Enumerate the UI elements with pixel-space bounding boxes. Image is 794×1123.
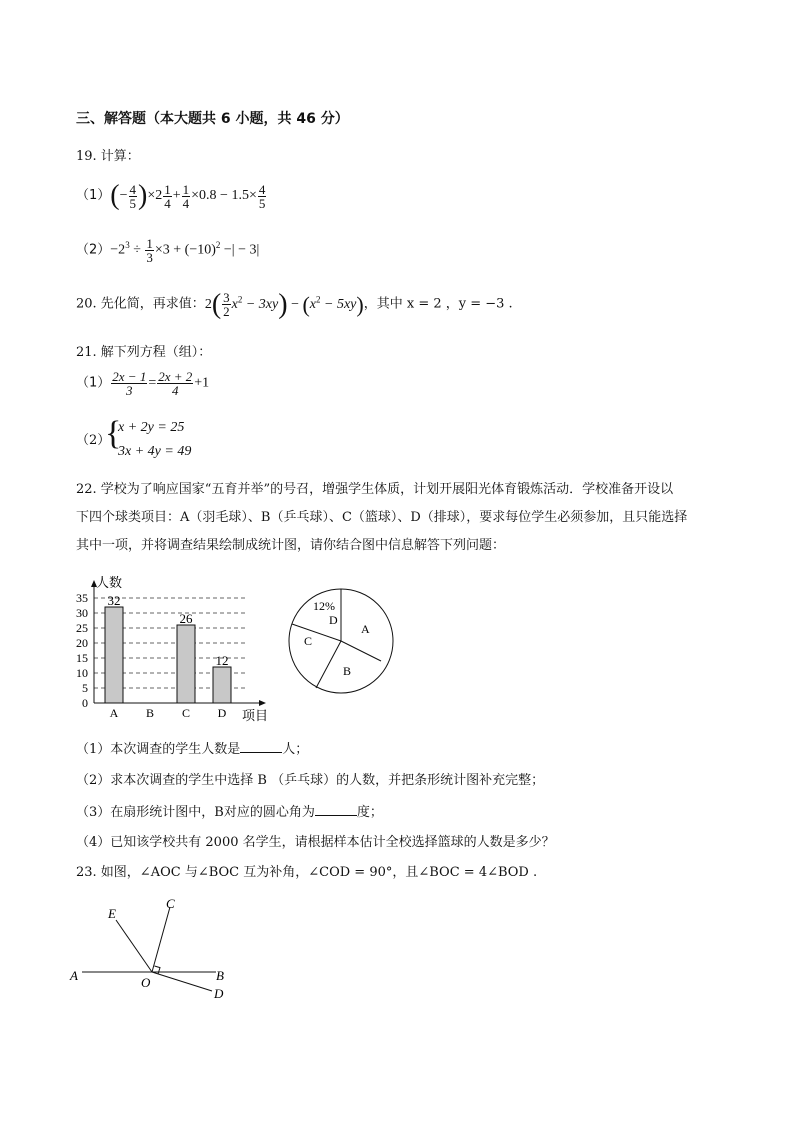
q20: 20. 先化简，再求值：2( $\frac{3}{2}$ $x^2 - 3xy) - (x^2 - 5xy)$，其中 x = 2 ，y = −3 . [76,288,513,320]
bar-data-label: 32 [107,593,121,608]
bar [177,625,195,703]
label-b: B [216,968,224,983]
q19-p2-label: （2） [76,242,111,258]
section-title: 三、解答题（本大题共 6 小题，共 46 分） [76,111,349,127]
y-tick-label: 15 [76,651,88,665]
pie-label-b: B [343,664,352,678]
bar-chart [70,572,280,727]
pie-label-d: D [329,613,338,627]
x-category-label: B [145,706,155,720]
y-tick-label: 5 [82,681,88,695]
angle-figure [66,892,246,1004]
bar-data-label: 12 [215,653,229,668]
pie-chart [286,586,396,696]
q21-stem: 21. 解下列方程（组）： [76,345,212,360]
label-d: D [214,986,224,1001]
q21-eq1: x + 2y = 25 [118,420,185,435]
q20-stem: 20. 先化简，再求值： [76,296,205,312]
ray-oc [152,907,170,972]
y-tick-label: 0 [82,696,88,710]
y-tick-label: 10 [76,666,88,680]
ray-od [152,972,212,991]
y-tick-label: 35 [76,591,88,605]
pie-label-a: A [361,622,370,636]
q19-p1-label: （1） [76,188,111,204]
y-axis-label: 人数 [96,576,123,591]
q22-sub2: （2）求本次调查的学生中选择 B （乒乓球）的人数，并把条形统计图补充完整； [76,773,545,788]
q20-condition: ，其中 x = 2 ，y = −3 . [363,296,513,312]
y-tick-label: 25 [76,621,88,635]
q21-eq2: 3x + 4y = 49 [118,444,192,459]
q19-part1: （1）(− $\frac{4}{5}$ )×2 $\frac{1}{4}$ + $\frac{1}{4}$ ×0.8 − 1.5× $\frac{4}{5}$ [76,180,266,211]
label-o: O [141,975,151,990]
label-a: A [70,968,78,983]
x-category-label: C [181,706,191,720]
brace-symbol: { [105,415,122,452]
bar [213,667,231,703]
q22-stem: 22. 学校为了响应国家“五育并举”的号召，增强学生体质，计划开展阳光体育锻炼活动．学校准备开设以 下四个球类项目：A（羽毛球）、B（乒乓球）、C（篮球）、D（排球），要求每位学生必须参加，且只能选择 其中一项，并将调查结果绘制成统计图，请你结合图中信息解答下列问题： [76,482,688,553]
x-category-label: A [109,706,119,720]
q19-part2: $(2)-2^3$ ÷ $\frac{1}{3}$ $\times 3 + (-10)^2$ −| − 3| [76,235,260,265]
q21-p2-label: （2） [76,433,111,448]
answer-blank-3[interactable] [315,803,357,816]
y-tick-label: 20 [76,636,88,650]
q22-sub1: （1）本次调查的学生人数是 人； [76,742,309,757]
q19-stem: 19. 计算： [76,149,140,164]
label-e: E [108,906,116,921]
q23-stem: 23. 如图，∠AOC 与∠BOC 互为补角，∠COD = 90°，且∠BOC = 4∠BOD . [76,865,538,880]
pie-label-c: C [304,634,313,648]
pie-label-annotation: 12% [313,599,335,613]
q22-sub3: （3）在扇形统计图中，B对应的圆心角为 度； [76,805,383,820]
x-axis-label: 项目 [242,709,269,724]
bar [105,607,123,703]
bar-data-label: 26 [179,611,193,626]
ray-oe [116,920,152,972]
y-tick-label: 30 [76,606,88,620]
x-category-label: D [217,706,227,720]
q21-part1: （1） $\frac{2x - 1}{3}$ = $\frac{2x + 2}{4}$ +1 [76,369,210,398]
x-axis-arrow [259,700,266,706]
answer-blank-1[interactable] [240,740,282,753]
label-c: C [166,896,175,911]
q22-sub4: （4）已知该学校共有 2000 名学生，请根据样本估计全校选择篮球的人数是多少？ [76,835,555,850]
